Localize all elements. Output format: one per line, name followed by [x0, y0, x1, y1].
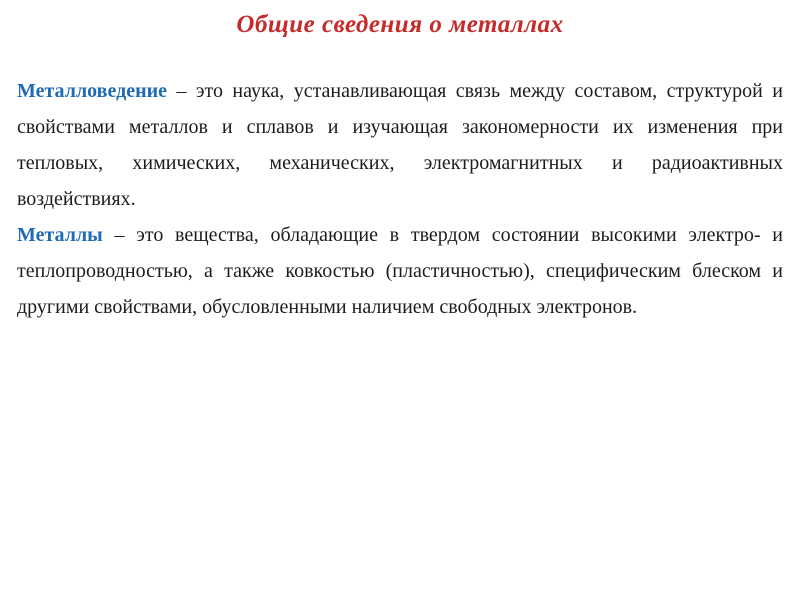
slide-title: Общие сведения о металлах	[236, 11, 564, 38]
term-metallovedenie: Металловедение	[17, 80, 168, 102]
paragraph-metallovedenie-text: – это наука, устанавливающая связь между составом, структурой и свойствами металлов и сплавов и изучающая закономерности их изменения при тепловых, химических, механических, электромагнитных и радиоактивных воздействиях.	[17, 80, 783, 210]
paragraph-metallovedenie	[17, 73, 783, 217]
paragraph-metally-text: – это вещества, обладающие в твердом состоянии высокими электро- и теплопроводностью, а также ковкостью (пластичностью), специфическим блеском и другими свойствами, обусловленными наличием свободных электронов.	[17, 224, 783, 318]
term-metally: Металлы	[17, 224, 103, 246]
paragraph-metally	[17, 217, 783, 325]
slide-body	[17, 73, 783, 325]
